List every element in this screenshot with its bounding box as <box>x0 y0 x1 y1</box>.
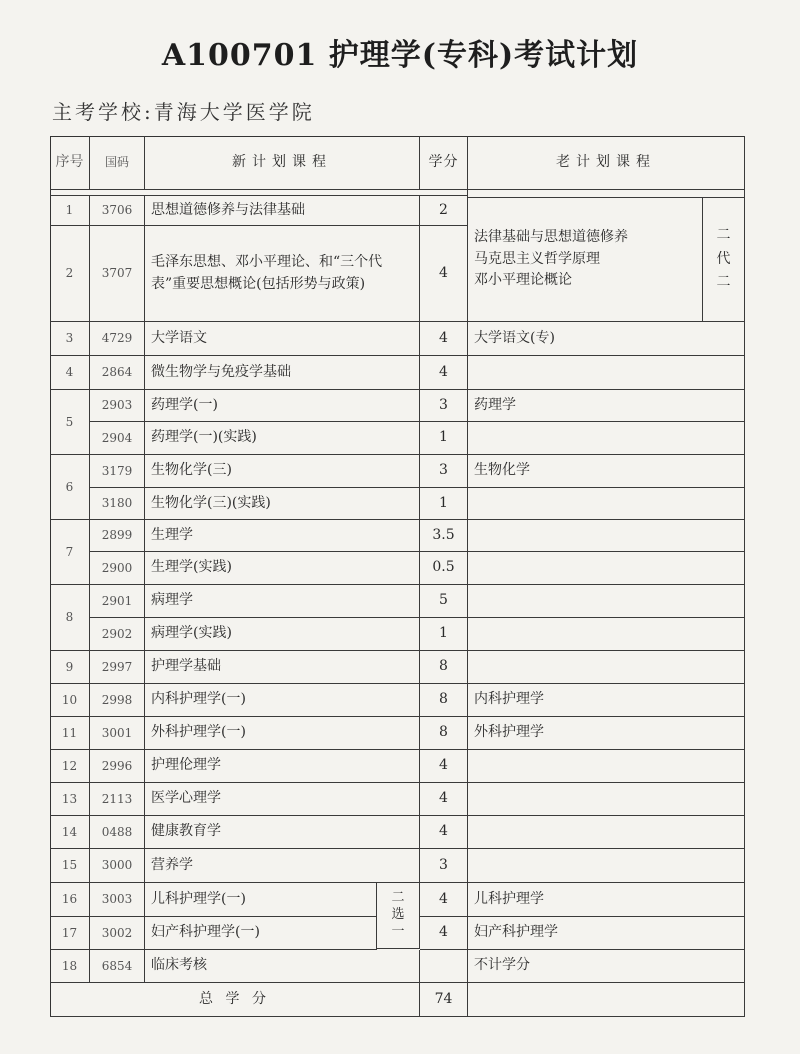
old-course-empty <box>468 651 745 684</box>
row-credit: 2 <box>420 196 468 226</box>
old-course-item: 马克思主义哲学原理 <box>474 250 600 267</box>
row-seq: 14 <box>50 816 90 849</box>
row-seq: 11 <box>50 717 90 750</box>
old-course-empty <box>468 552 745 585</box>
row-course: 护理伦理学 <box>145 750 420 783</box>
row-course: 健康教育学 <box>145 816 420 849</box>
row-code: 2997 <box>90 651 145 684</box>
old-course-empty <box>468 816 745 849</box>
old-course-empty <box>468 520 745 552</box>
row-seq: 8 <box>50 585 90 651</box>
row-code: 2903 <box>90 390 145 422</box>
row-seq: 9 <box>50 651 90 684</box>
row-credit: 8 <box>420 651 468 684</box>
old-course-item: 邓小平理论概论 <box>474 272 572 289</box>
row-credit: 4 <box>420 816 468 849</box>
row-code: 2864 <box>90 356 145 390</box>
row-credit: 8 <box>420 684 468 717</box>
row-credit: 4 <box>420 783 468 816</box>
total-label: 总 学 分 <box>50 983 420 1017</box>
row-credit: 3 <box>420 390 468 422</box>
row-course: 微生物学与免疫学基础 <box>145 356 420 390</box>
row-credit: 1 <box>420 618 468 651</box>
row-credit: 8 <box>420 717 468 750</box>
old-course-group <box>468 198 703 322</box>
header-old-course: 老计划课程 <box>468 136 745 190</box>
row-seq: 12 <box>50 750 90 783</box>
old-course-empty <box>468 750 745 783</box>
row-credit: 1 <box>420 488 468 520</box>
school-label: 主考学校:青海大学医学院 <box>52 100 315 124</box>
header-new-course: 新计划课程 <box>145 136 420 190</box>
row-code: 3707 <box>90 226 145 322</box>
row-course: 大学语文 <box>145 322 420 356</box>
row-code: 3002 <box>90 917 145 950</box>
row-code: 3003 <box>90 883 145 917</box>
old-course-empty <box>468 422 745 455</box>
row-course: 生理学 <box>145 520 420 552</box>
row-course: 毛泽东思想、邓小平理论、和“三个代表”重要思想概论(包括形势与政策) <box>145 226 420 322</box>
row-course: 内科护理学(一) <box>145 684 420 717</box>
old-course: 生物化学 <box>468 455 745 488</box>
row-seq: 15 <box>50 849 90 883</box>
row-seq: 16 <box>50 883 90 917</box>
row-course: 营养学 <box>145 849 420 883</box>
row-credit: 4 <box>420 356 468 390</box>
old-course: 妇产科护理学 <box>468 917 745 950</box>
header-code: 国码 <box>90 136 145 190</box>
row-code: 3000 <box>90 849 145 883</box>
row-course: 药理学(一)(实践) <box>145 422 420 455</box>
row-seq: 2 <box>50 226 90 322</box>
row-credit: 4 <box>420 917 468 950</box>
old-course: 不计学分 <box>468 950 745 983</box>
row-credit <box>420 950 468 983</box>
old-course-empty <box>468 849 745 883</box>
row-course: 医学心理学 <box>145 783 420 816</box>
row-course: 药理学(一) <box>145 390 420 422</box>
row-code: 3706 <box>90 196 145 226</box>
row-credit: 4 <box>420 883 468 917</box>
row-course: 病理学(实践) <box>145 618 420 651</box>
row-code: 3001 <box>90 717 145 750</box>
row-credit: 1 <box>420 422 468 455</box>
old-course-empty <box>468 488 745 520</box>
row-code: 6854 <box>90 950 145 983</box>
old-course-empty <box>468 585 745 618</box>
row-seq: 6 <box>50 455 90 520</box>
header-credit: 学分 <box>420 136 468 190</box>
total-old-empty <box>468 983 745 1017</box>
row-course: 妇产科护理学(一) <box>145 917 377 950</box>
row-course: 护理学基础 <box>145 651 420 684</box>
old-course-empty <box>468 783 745 816</box>
row-course: 临床考核 <box>145 950 420 983</box>
row-course: 生理学(实践) <box>145 552 420 585</box>
row-credit: 3.5 <box>420 520 468 552</box>
row-credit: 4 <box>420 226 468 322</box>
row-code: 0488 <box>90 816 145 849</box>
old-course-row1-top <box>468 190 745 198</box>
row-credit: 4 <box>420 322 468 356</box>
row-seq: 4 <box>50 356 90 390</box>
total-value: 74 <box>420 983 468 1017</box>
row-course: 儿科护理学(一) <box>145 883 377 917</box>
row-course: 外科护理学(一) <box>145 717 420 750</box>
row-code: 2998 <box>90 684 145 717</box>
old-course-item: 法律基础与思想道德修养 <box>474 228 628 245</box>
old-course: 外科护理学 <box>468 717 745 750</box>
row-code: 2901 <box>90 585 145 618</box>
row-credit: 3 <box>420 455 468 488</box>
row-seq: 17 <box>50 917 90 950</box>
row-seq: 5 <box>50 390 90 455</box>
row-course: 生物化学(三) <box>145 455 420 488</box>
row-credit: 3 <box>420 849 468 883</box>
row-seq: 1 <box>50 196 90 226</box>
old-course-group-note: 二 代 二 <box>703 198 745 322</box>
page-title: A100701 护理学(专科)考试计划 <box>161 38 639 73</box>
row-code: 2904 <box>90 422 145 455</box>
row-seq: 18 <box>50 950 90 983</box>
old-course: 药理学 <box>468 390 745 422</box>
row-code: 3179 <box>90 455 145 488</box>
row-seq: 13 <box>50 783 90 816</box>
row-course: 病理学 <box>145 585 420 618</box>
row-credit: 0.5 <box>420 552 468 585</box>
row-seq: 3 <box>50 322 90 356</box>
row-code: 2899 <box>90 520 145 552</box>
row-code: 2113 <box>90 783 145 816</box>
row-seq: 10 <box>50 684 90 717</box>
old-course-empty <box>468 618 745 651</box>
row-code: 4729 <box>90 322 145 356</box>
row-code: 2900 <box>90 552 145 585</box>
row-credit: 4 <box>420 750 468 783</box>
header-seq: 序号 <box>50 136 90 190</box>
row-code: 3180 <box>90 488 145 520</box>
old-course: 大学语文(专) <box>468 322 745 356</box>
row-seq: 7 <box>50 520 90 585</box>
row-code: 2902 <box>90 618 145 651</box>
row-code: 2996 <box>90 750 145 783</box>
old-course-empty <box>468 356 745 390</box>
row-course: 思想道德修养与法律基础 <box>145 196 420 226</box>
row-credit: 5 <box>420 585 468 618</box>
old-course: 内科护理学 <box>468 684 745 717</box>
row-course: 生物化学(三)(实践) <box>145 488 420 520</box>
old-course: 儿科护理学 <box>468 883 745 917</box>
elective-note: 二 选 一 <box>377 883 420 949</box>
